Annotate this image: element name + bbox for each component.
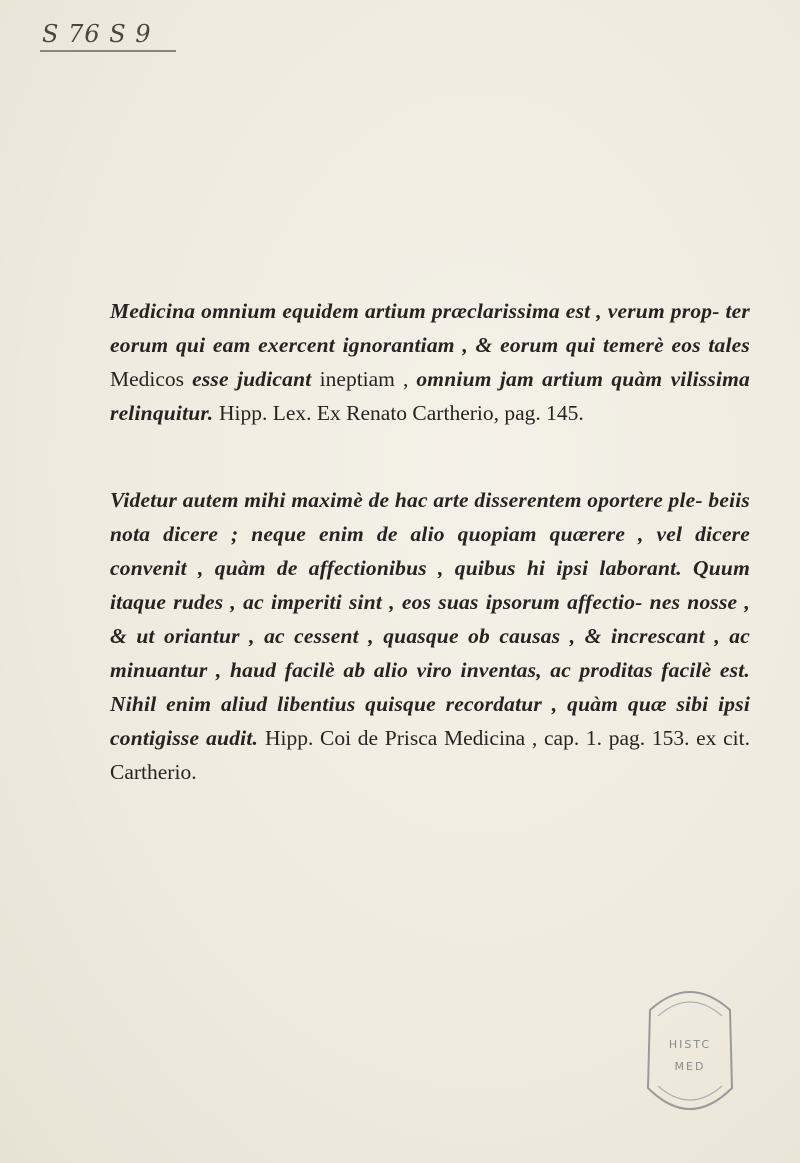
library-stamp: [628, 980, 752, 1124]
paragraph-2: [110, 483, 750, 789]
text-segment: Videtur autem mihi maximè de hac arte disserentem oportere ple- beiis nota dicere ; neque enim de alio quopiam quærere , vel dicere convenit , quàm de affectionibus , quibus hi ipsi laborant. Quum itaque rudes , ac imperiti sint , eos suas ipsorum affectio- nes nosse , & ut oriantur , ac cessent , quasque ob causas , & increscant , ac minuantur , haud facilè ab alio viro inventas, ac proditas facilè est. Nihil enim aliud libentius quisque recordatur , quàm quæ sibi ipsi contigisse audit.: [110, 488, 750, 750]
stamp-outline-icon: [628, 980, 752, 1124]
text-segment: omnium jam artium quàm vilissima relinquitur.: [110, 367, 751, 425]
text-segment: Medicos: [110, 367, 193, 391]
citation: Hipp. Coi de Prisca Medicina , cap. 1. pag. 153. ex cit. Cartherio.: [110, 726, 750, 784]
stamp-text-line: MED: [674, 1060, 706, 1073]
handwritten-shelfmark: S 76 S 9: [40, 20, 176, 52]
paragraph-1: [110, 294, 750, 430]
text-segment: ineptiam ,: [319, 367, 417, 391]
citation: Hipp. Lex. Ex Renato Cartherio, pag. 145.: [218, 401, 584, 425]
text-segment: Medicina omnium equidem artium præclarissima est , verum prop- ter eorum qui eam exercent ignorantiam , & eorum qui temerè eos tales: [110, 299, 750, 357]
stamp-text-line: HISTC: [668, 1038, 712, 1051]
text-segment: esse judicant: [192, 367, 320, 391]
